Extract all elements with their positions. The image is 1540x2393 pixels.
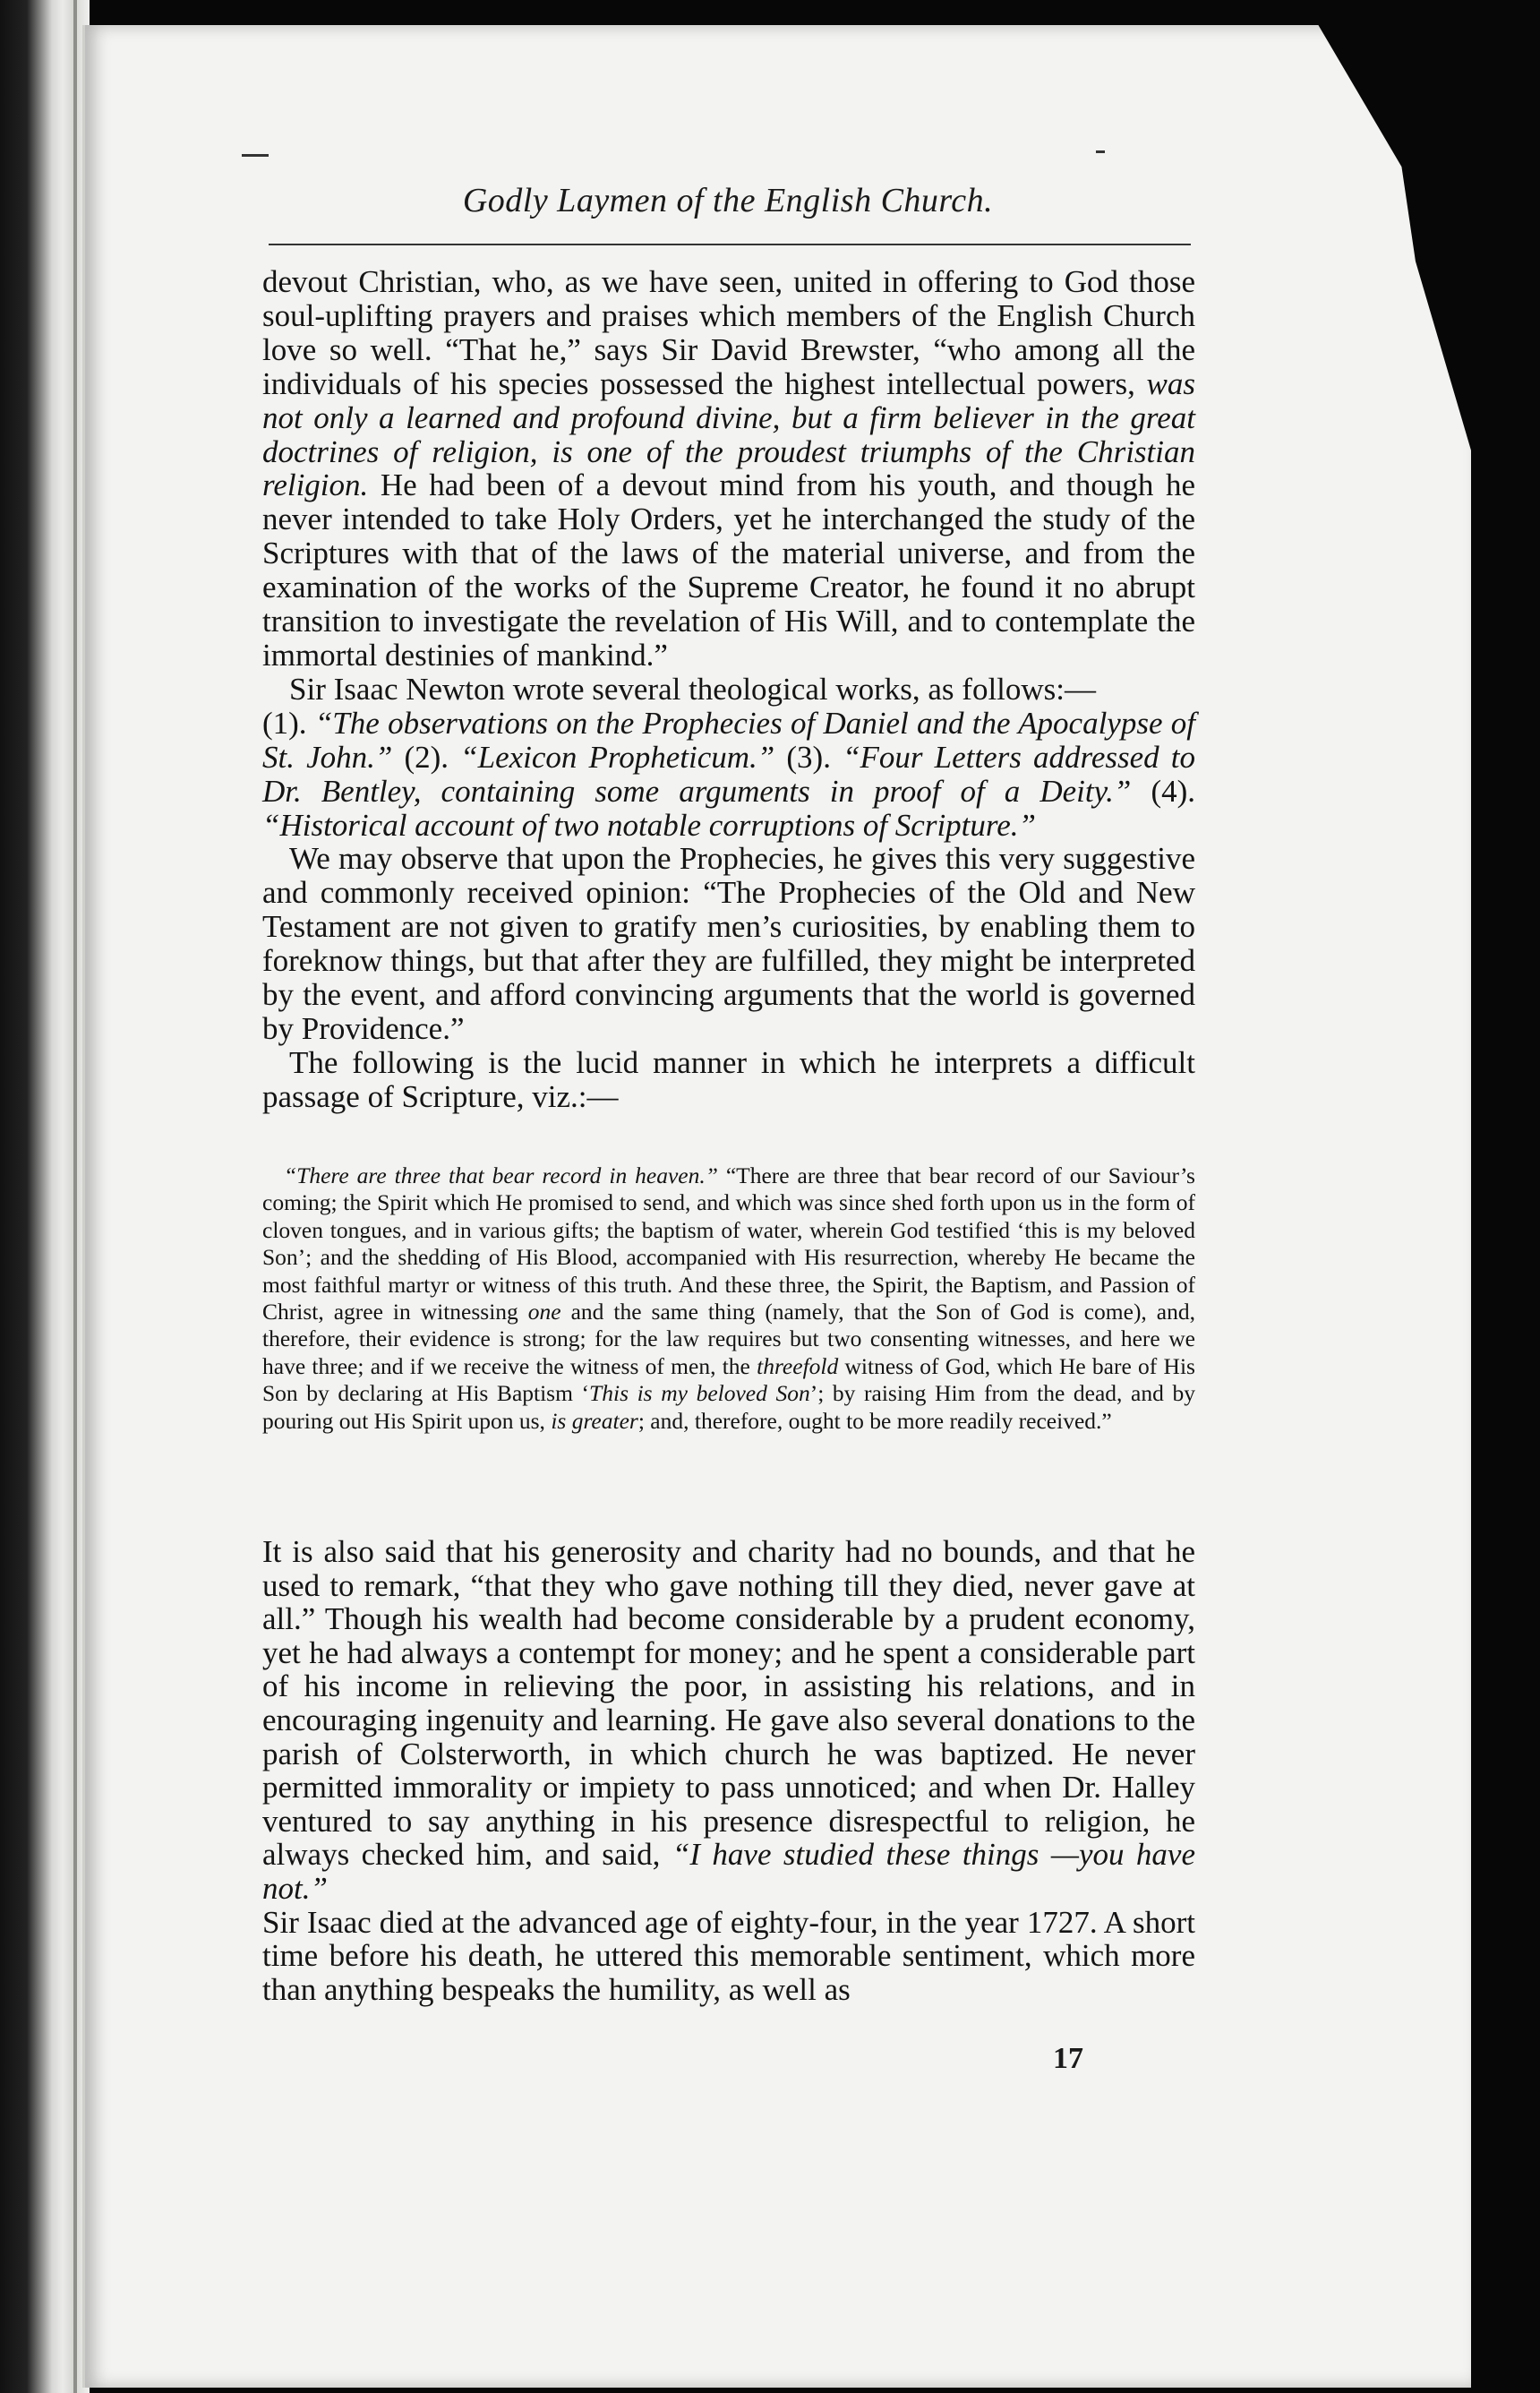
work-1-title: “The observations on the Prophecies of Daniel and the Apocalypse of St. John.” xyxy=(262,705,1196,775)
para1-lead: devout Christian, who, as we have seen, united in offering to God those soul-uplifting prayers and praises which members of the English Church love so well. “That he,” says Sir David Brewster, “who among all the individuals of his species possessed the highest intellectual powers, xyxy=(262,264,1195,401)
work-1-num: (1). xyxy=(262,705,307,741)
page-gutter-line xyxy=(73,0,77,2393)
quote-part-1: “There are three that bear record of our Saviour’s coming; the Spirit which He promised to send, and which was since shed forth upon us in the form of cloven tongues, and in various gifts; the baptism of water, wherein God testified ‘this is my beloved Son’; and the shedding of His Blood, accompanied with His resurrection, whereby He became the most faithful martyr or witness of this truth. And these three, the Spirit, the Baptism, and Passion of Christ, agree in witnessing xyxy=(262,1162,1195,1325)
paragraph-lucid-manner: The following is the lucid manner in which he interprets a difficult passage of Scripture, viz.:— xyxy=(262,1044,1195,1114)
generosity-italic: “I have studied these things —you have not.” xyxy=(262,1837,1195,1906)
quote-part-5: ; and, therefore, ought to be more readily received.” xyxy=(637,1407,1112,1434)
quote-italic-threefold: threefold xyxy=(757,1352,839,1379)
quote-part-4: ’; by raising Him from the dead, and by pouring out His Spirit upon us, xyxy=(262,1380,1195,1434)
quote-opening: “There are three that bear record in heaven.” xyxy=(284,1162,718,1188)
paragraph-death: Sir Isaac died at the advanced age of eighty-four, in the year 1727. A short time before his death, he uttered this memorable sentiment, which more than anything bespeaks the humility, as well as xyxy=(262,1904,1195,2007)
works-intro: Sir Isaac Newton wrote several theological works, as follows:— xyxy=(289,671,1097,707)
work-4-num: (4). xyxy=(1151,773,1195,809)
closing-text xyxy=(262,1535,1195,2006)
quote-italic-beloved: This is my beloved Son xyxy=(589,1380,810,1407)
paragraph-generosity xyxy=(262,1535,1195,1906)
paragraph-brewster-quote xyxy=(262,265,1195,673)
running-header: Godly Laymen of the English Church. xyxy=(462,182,994,219)
paragraph-theological-works xyxy=(262,673,1195,843)
work-2-num: (2). xyxy=(404,739,449,775)
quote-italic-one: one xyxy=(527,1299,561,1325)
block-quote xyxy=(262,1162,1195,1435)
scan-speck xyxy=(1096,150,1105,153)
quote-part-3: witness of God, which He bare of His Son by declaring at His Baptism ‘ xyxy=(262,1352,1195,1407)
work-4-title: “Historical account of two notable corruptions of Scripture.” xyxy=(262,807,1036,843)
work-3-num: (3). xyxy=(786,739,831,775)
quote-part-2: and the same thing (namely, that the Son of God is come), and, therefore, their evidence is strong; for the law requires but two consenting witnesses, and here we have three; and if we receive the witness of men, the xyxy=(262,1299,1195,1379)
header-rule xyxy=(269,244,1191,245)
page-number: 17 xyxy=(1053,2042,1083,2075)
scan-speck xyxy=(242,154,269,157)
work-2-title: “Lexicon Propheticum.” xyxy=(460,739,775,775)
quote-italic-greater: is greater xyxy=(551,1407,638,1434)
paragraph-prophecies: We may observe that upon the Prophecies, he gives this very suggestive and commonly received opinion: “The Prophecies of the Old and New Testament are not given to gratify men’s curiosities, by enabling them to foreknow things, but that after they are fulfilled, they might be interpreted by the event, and afford convincing arguments that the world is governed by Providence.” xyxy=(262,841,1195,1046)
main-text xyxy=(262,265,1195,1114)
para1-tail: He had been of a devout mind from his youth, and though he never intended to take Holy Orders, yet he interchanged the study of the Scriptures with that of the laws of the material universe, and from the examination of the works of the Supreme Creator, he found it no abrupt transition to investigate the revelation of His Will, and to contemplate the immortal destinies of mankind.” xyxy=(262,467,1195,673)
generosity-text: It is also said that his generosity and charity had no bounds, and that he used to remark, “that they who gave nothing till they died, never gave at all.” Though his wealth had become considerable by a prudent economy, yet he had always a contempt for money; and he spent a considerable part of his income in relieving the poor, in assisting his relations, and in encouraging ingenuity and learning. He gave also several donations to the parish of Colsterworth, in which church he was baptized. He never permitted immorality or impiety to pass unnoticed; and when Dr. Halley ventured to say anything in his presence disrespectful to religion, he always checked him, and said, xyxy=(262,1534,1195,1873)
work-3-title: “Four Letters addressed to Dr. Bentley, containing some arguments in proof of a Deity.” xyxy=(262,739,1195,809)
para1-italic: was not only a learned and profound divine, but a firm believer in the great doctrines of religion, is one of the proudest triumphs of the Christian religion. xyxy=(262,365,1195,503)
